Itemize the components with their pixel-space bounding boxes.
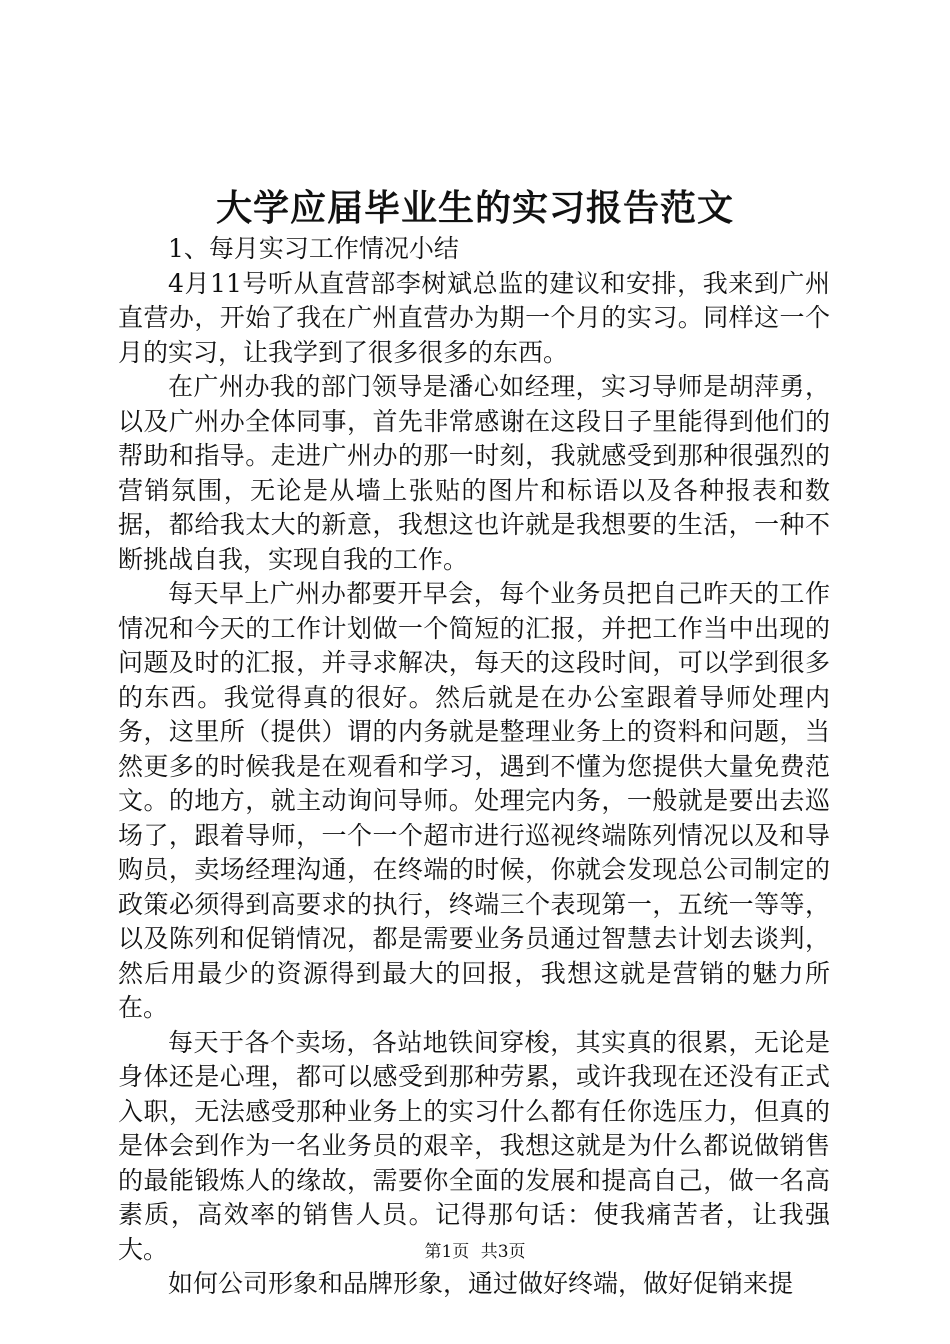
page-number: 第1页 (424, 1242, 470, 1262)
page-total: 共3页 (480, 1242, 526, 1262)
document-body (118, 232, 830, 1302)
document-title: 大学应届毕业生的实习报告范文 (215, 187, 734, 229)
paragraph: 每天于各个卖场，各站地铁间穿梭，其实真的很累，无论是身体还是心理，都可以感受到那种劳累，或许我现在还没有正式入职，无法感受那种业务上的实习什么都有任你选压力，但真的是体会到作为一名业务员的艰辛，我想这就是为什么都说做销售的最能锻炼人的缘故，需要你全面的发展和提高自己，做一名高素质，高效率的销售人员。记得那句话：使我痛苦者，让我强大。 (118, 1027, 830, 1264)
page-footer (0, 1240, 950, 1264)
paragraph: 如何公司形象和品牌形象，通过做好终端，做好促销来提 (168, 1269, 794, 1298)
paragraph: 4月11号听从直营部李树斌总监的建议和安排，我来到广州直营办，开始了我在广州直营办为期一个月的实习。同样这一个月的实习，让我学到了很多很多的东西。 (118, 268, 830, 367)
paragraph-heading: 1、每月实习工作情况小结 (168, 234, 459, 263)
paragraph: 每天早上广州办都要开早会，每个业务员把自己昨天的工作情况和今天的工作计划做一个简短的汇报，并把工作当中出现的问题及时的汇报，并寻求解决，每天的这段时间，可以学到很多的东西。我觉得真的很好。然后就是在办公室跟着导师处理内务，这里所（提供）谓的内务就是整理业务上的资料和问题，当然更多的时候我是在观看和学习，遇到不懂为您提供大量免费范文。的地方，就主动询问导师。处理完内务，一般就是要出去巡场了，跟着导师，一个一个超市进行巡视终端陈列情况以及和导购员，卖场经理沟通，在终端的时候，你就会发现总公司制定的政策必须得到高要求的执行，终端三个表现第一，五统一等等，以及陈列和促销情况，都是需要业务员通过智慧去计划去谈判，然后用最少的资源得到最大的回报，我想这就是营销的魅力所在。 (118, 579, 830, 1022)
paragraph: 在广州办我的部门领导是潘心如经理，实习导师是胡萍勇，以及广州办全体同事，首先非常感谢在这段日子里能得到他们的帮助和指导。走进广州办的那一时刻，我就感受到那种很强烈的营销氛围，无论是从墙上张贴的图片和标语以及各种报表和数据，都给我太大的新意，我想这也许就是我想要的生活，一种不断挑战自我，实现自我的工作。 (118, 372, 830, 574)
